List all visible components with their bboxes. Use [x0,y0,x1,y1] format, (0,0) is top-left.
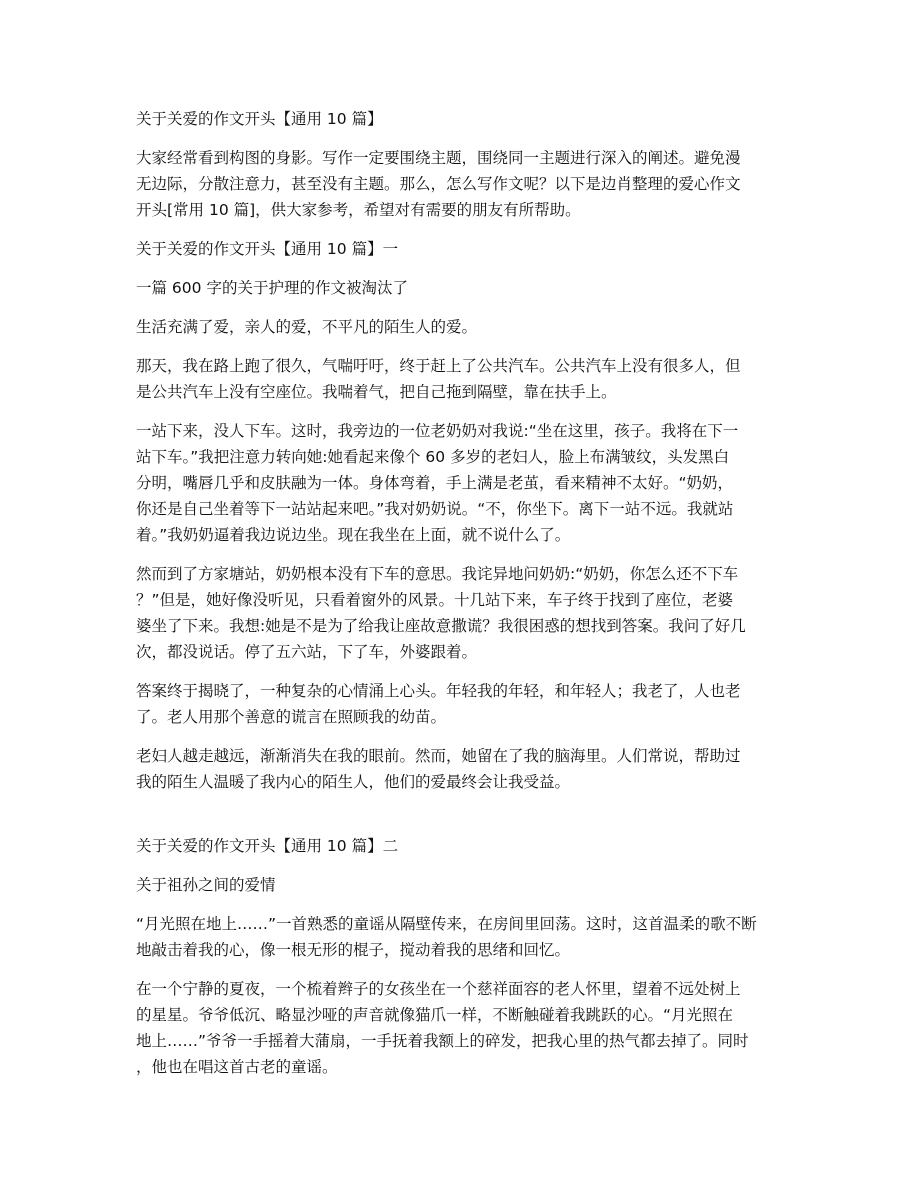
section-heading-2: 关于关爱的作文开头【通用 10 篇】二 [136,837,399,855]
text-line: 次，都没说话。停了五六站，下了车，外婆跟着。 [136,643,478,661]
text-line: 地上……”爷爷一手摇着大蒲扇，一手抚着我额上的碎发，把我心里的热气都去掉了。同时 [136,1032,749,1050]
text-line: 婆坐了下来。我想:她是不是为了给我让座故意撒谎？我很困惑的想找到答案。我问了好几 [136,617,746,635]
text-line: 我的陌生人温暖了我内心的陌生人，他们的爱最终会让我受益。 [136,773,571,791]
text-line: 的星星。爷爷低沉、略显沙哑的声音就像猫爪一样，不断触碰着我跳跃的心。“月光照在 [136,1006,734,1024]
text-line: 了。老人用那个善意的谎言在照顾我的幼苗。 [136,708,447,726]
text-line: 开头[常用 10 篇]，供大家参考，希望对有需要的朋友有所帮助。 [136,201,581,219]
text-line: 生活充满了爱，亲人的爱，不平凡的陌生人的爱。 [136,318,478,336]
paragraph [136,911,786,963]
intro-paragraph [136,145,786,223]
section-subtitle-1: 一篇 600 字的关于护理的作文被淘汰了 [136,279,408,297]
text-line: 着。”我奶奶逼着我边说边坐。现在我坐在上面，就不说什么了。 [136,526,571,544]
text-line: 是公共汽车上没有空座位。我喘着气，把自己拖到隔壁，靠在扶手上。 [136,383,617,401]
document-page [136,100,786,1093]
text-line: 分明，嘴唇几乎和皮肤融为一体。身体弯着，手上满是老茧，看来精神不太好。“奶奶， [136,474,734,492]
text-line: 老妇人越走越远，渐渐消失在我的眼前。然而，她留在了我的脑海里。人们常说，帮助过 [136,747,741,765]
text-line: 答案终于揭晓了，一种复杂的心情涌上心头。年轻我的年轻，和年轻人；我老了，人也老 [136,682,741,700]
text-line: ？”但是，她好像没听见，只看着窗外的风景。十几站下来，车子终于找到了座位，老婆 [136,591,734,609]
paragraph [136,418,786,548]
text-line: 无边际，分散注意力，甚至没有主题。那么，怎么写作文呢？以下是边肖整理的爱心作文 [136,175,741,193]
text-line: 那天，我在路上跑了很久，气喘吁吁，终于赶上了公共汽车。公共汽车上没有很多人，但 [136,357,741,375]
document-title: 关于关爱的作文开头【通用 10 篇】 [136,110,383,128]
paragraph [136,976,786,1080]
text-line: 大家经常看到构图的身影。写作一定要围绕主题，围绕同一主题进行深入的阐述。避免漫 [136,149,741,167]
paragraph [136,743,786,795]
section-heading-1: 关于关爱的作文开头【通用 10 篇】一 [136,240,399,258]
text-line: 在一个宁静的夏夜，一个梳着辫子的女孩坐在一个慈祥面容的老人怀里，望着不远处树上 [136,980,741,998]
paragraph [136,561,786,665]
text-line: 你还是自己坐着等下一站站起来吧。”我对奶奶说。“不，你坐下。离下一站不远。我就站 [136,500,734,518]
text-line: “月光照在地上……”一首熟悉的童谣从隔壁传来，在房间里回荡。这时，这首温柔的歌不断 [136,915,757,933]
paragraph [136,314,786,340]
text-line: 站下车。”我把注意力转向她:她看起来像个 60 多岁的老妇人，脸上布满皱纹，头发黑白 [136,448,730,466]
paragraph [136,678,786,730]
section-subtitle-2: 关于祖孙之间的爱情 [136,876,276,894]
paragraph [136,353,786,405]
text-line: 地敲击着我的心，像一根无形的棍子，搅动着我的思绪和回忆。 [136,941,571,959]
text-line: 然而到了方家塘站，奶奶根本没有下车的意思。我诧异地问奶奶:“奶奶，你怎么还不下车 [136,565,739,583]
text-line: ，他也在唱这首古老的童谣。 [136,1058,338,1076]
text-line: 一站下来，没人下车。这时，我旁边的一位老奶奶对我说:“坐在这里，孩子。我将在下一 [136,422,739,440]
